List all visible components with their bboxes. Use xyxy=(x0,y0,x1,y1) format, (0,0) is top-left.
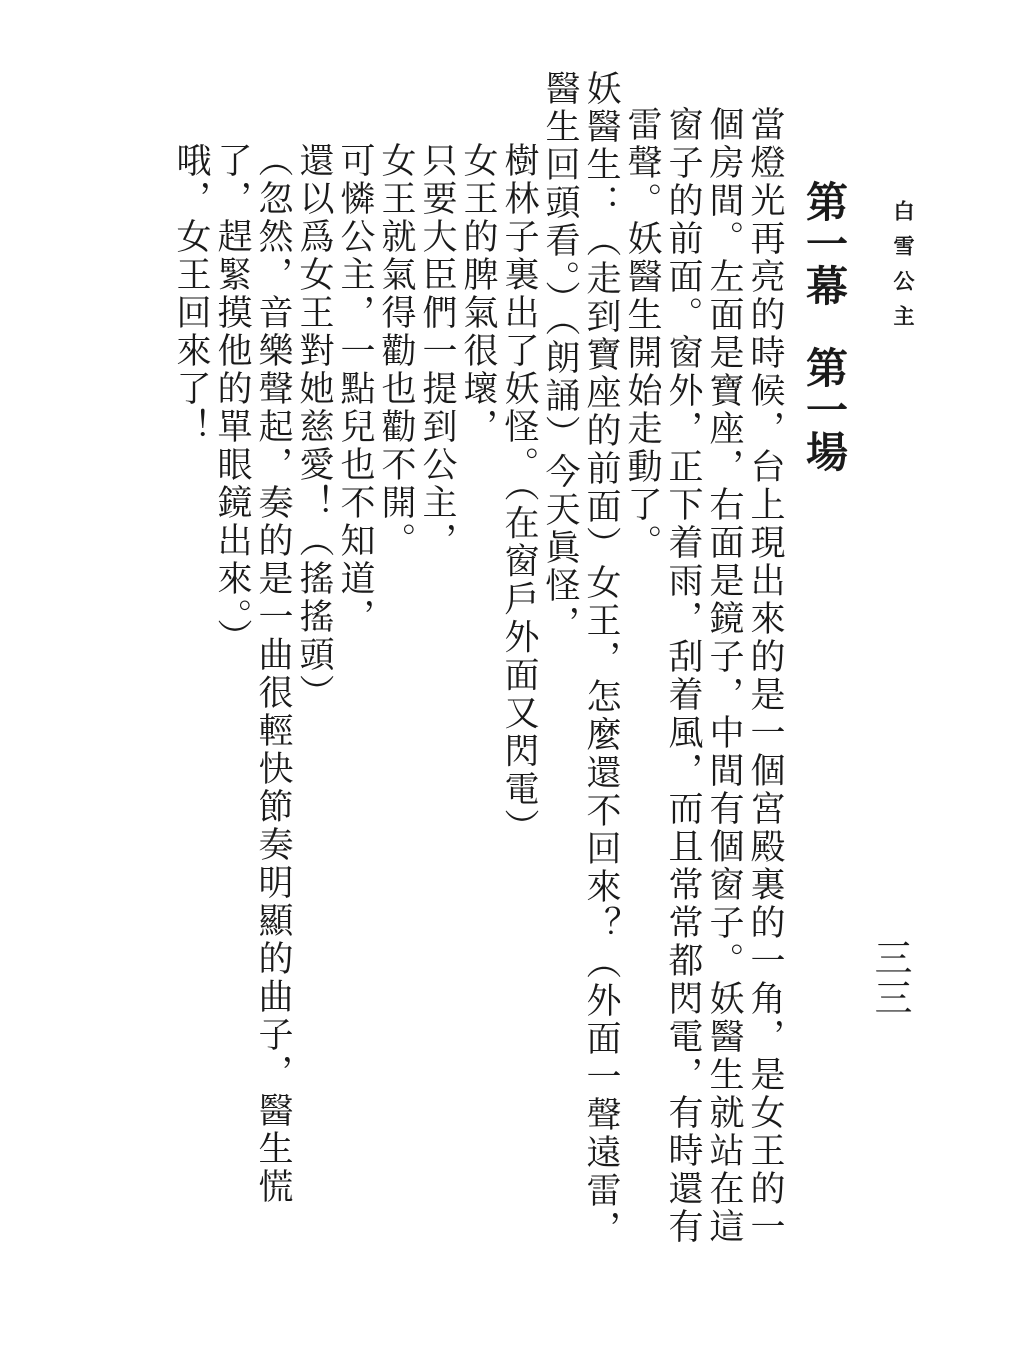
stage-direction-paragraph: 當燈光再亮的時候，台上現出來的是一個宮殿裏的一角，是女王的一個房間。左面是寶座，右面是鏡子，中間有個窗子。妖醫生就站在這窗子的前面。窗外，正下着雨，刮着風，而且常常都閃電，有時還有雷聲。妖醫生開始走動了。 xyxy=(622,106,785,1246)
dialogue-line: 還以爲女王對她慈愛！（搖搖頭） xyxy=(294,142,334,712)
scene-label: 第一場 xyxy=(800,346,849,472)
body-text xyxy=(145,70,785,1250)
dialogue-line: 妖醫生：（走到寶座的前面）女王，怎麼還不回來？（外面一聲遠雷，醫生回頭看。）（朗誦）今天眞怪， xyxy=(540,70,621,1248)
dialogue-line: 可憐公主，一點兒也不知道， xyxy=(335,142,375,636)
running-title: 白雪公主 xyxy=(891,200,916,340)
dialogue-line: 只要大臣們一提到公主， xyxy=(417,142,457,560)
scene-heading xyxy=(798,180,854,472)
dialogue-line: 哦，女王回來了！ xyxy=(171,142,211,446)
page-number: 三三 xyxy=(868,938,912,1018)
dialogue-line: 樹林子裏出了妖怪。（在窗戶外面又閃電） xyxy=(499,142,539,847)
act-label: 第一幕 xyxy=(800,180,849,306)
dialogue-line: 女王就氣得勸也勸不開。 xyxy=(376,142,416,560)
dialogue-line: 女王的脾氣很壞， xyxy=(458,142,498,446)
stage-direction-paragraph: （忽然，音樂聲起，奏的是一曲很輕快節奏明顯的曲子，醫生慌了，趕緊摸他的單眼鏡出來。） xyxy=(212,142,293,1206)
